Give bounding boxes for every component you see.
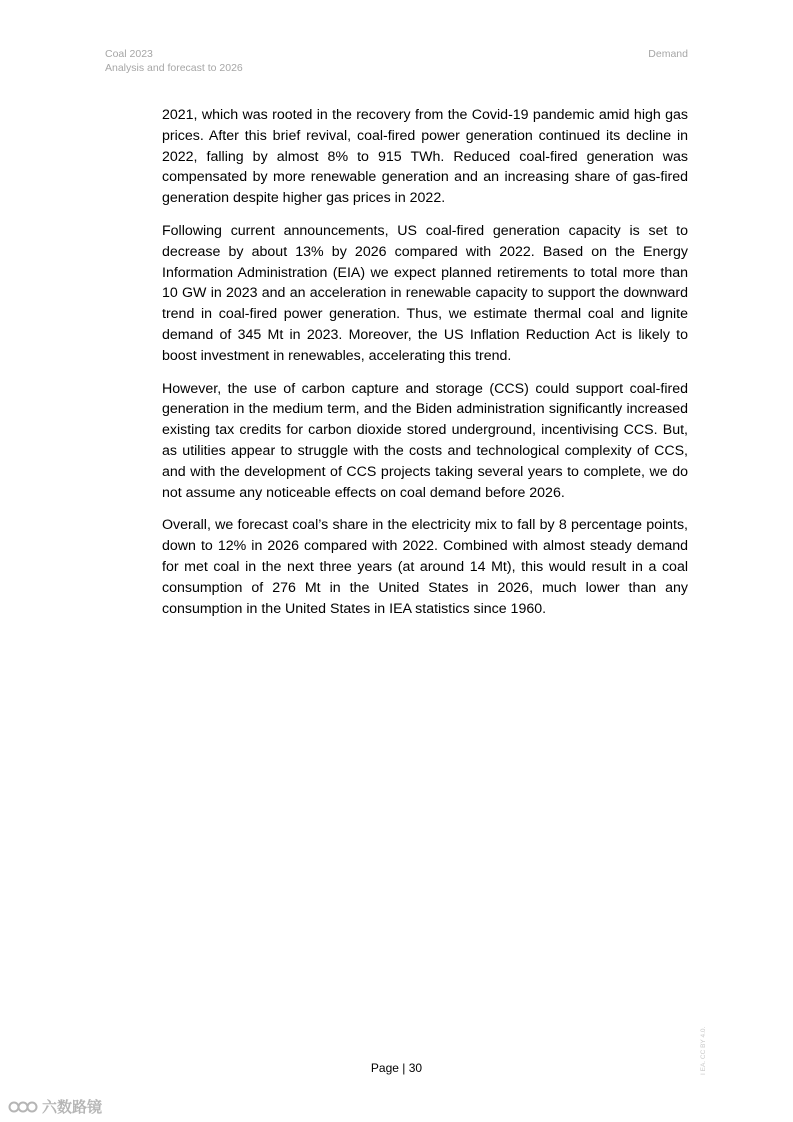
- report-title: Coal 2023: [105, 48, 153, 60]
- watermark-text: 六数路镜: [42, 1099, 103, 1116]
- paragraph-3: However, the use of carbon capture and storage (CCS) could support coal-fired generation in the medium term, and the Biden administration significantly increased existing tax credits for carbon dioxide stored underground, incentivising CCS. But, as utilities appear to struggle with the costs and technological complexity of CCS, and with the development of CCS projects taking several years to complete, we do not assume any noticeable effects on coal demand before 2026.: [162, 380, 688, 501]
- document-header: [105, 47, 243, 75]
- paragraph-2: Following current announcements, US coal-fired generation capacity is set to decrease by about 13% by 2026 compared with 2022. Based on the Energy Information Administration (EIA) we expect planned retirements to total more than 10 GW in 2023 and an acceleration in renewable capacity to support the downward trend in coal-fired power generation. Thus, we estimate thermal coal and lignite demand of 345 Mt in 2023. Moreover, the US Inflation Reduction Act is likely to boost investment in renewables, accelerating this trend.: [162, 222, 688, 364]
- section-label: Demand: [648, 48, 688, 60]
- report-subtitle: Analysis and forecast to 2026: [105, 62, 243, 74]
- body-text: [162, 105, 688, 631]
- paragraph-1: 2021, which was rooted in the recovery from the Covid-19 pandemic amid high gas prices. After this brief revival, coal-fired power generation continued its decline in 2022, falling by almost 8% to 915 TWh. Reduced coal-fired generation was compensated by more renewable generation and an increasing share of gas-fired generation despite higher gas prices in 2022.: [162, 107, 688, 207]
- page-number: Page | 30: [370, 1061, 423, 1075]
- watermark: [8, 1096, 102, 1117]
- watermark-logo-icon: [8, 1098, 38, 1116]
- paragraph-4: Overall, we forecast coal’s share in the electricity mix to fall by 8 percentage points, down to 12% in 2026 compared with 2022. Combined with almost steady demand for met coal in the next three years (at around 14 Mt), this would result in a coal consumption of 276 Mt in the United States in 2026, much lower than any consumption in the United States in IEA statistics since 1960.: [162, 517, 688, 617]
- license-note: I EA. CC BY 4.0.: [700, 1026, 707, 1075]
